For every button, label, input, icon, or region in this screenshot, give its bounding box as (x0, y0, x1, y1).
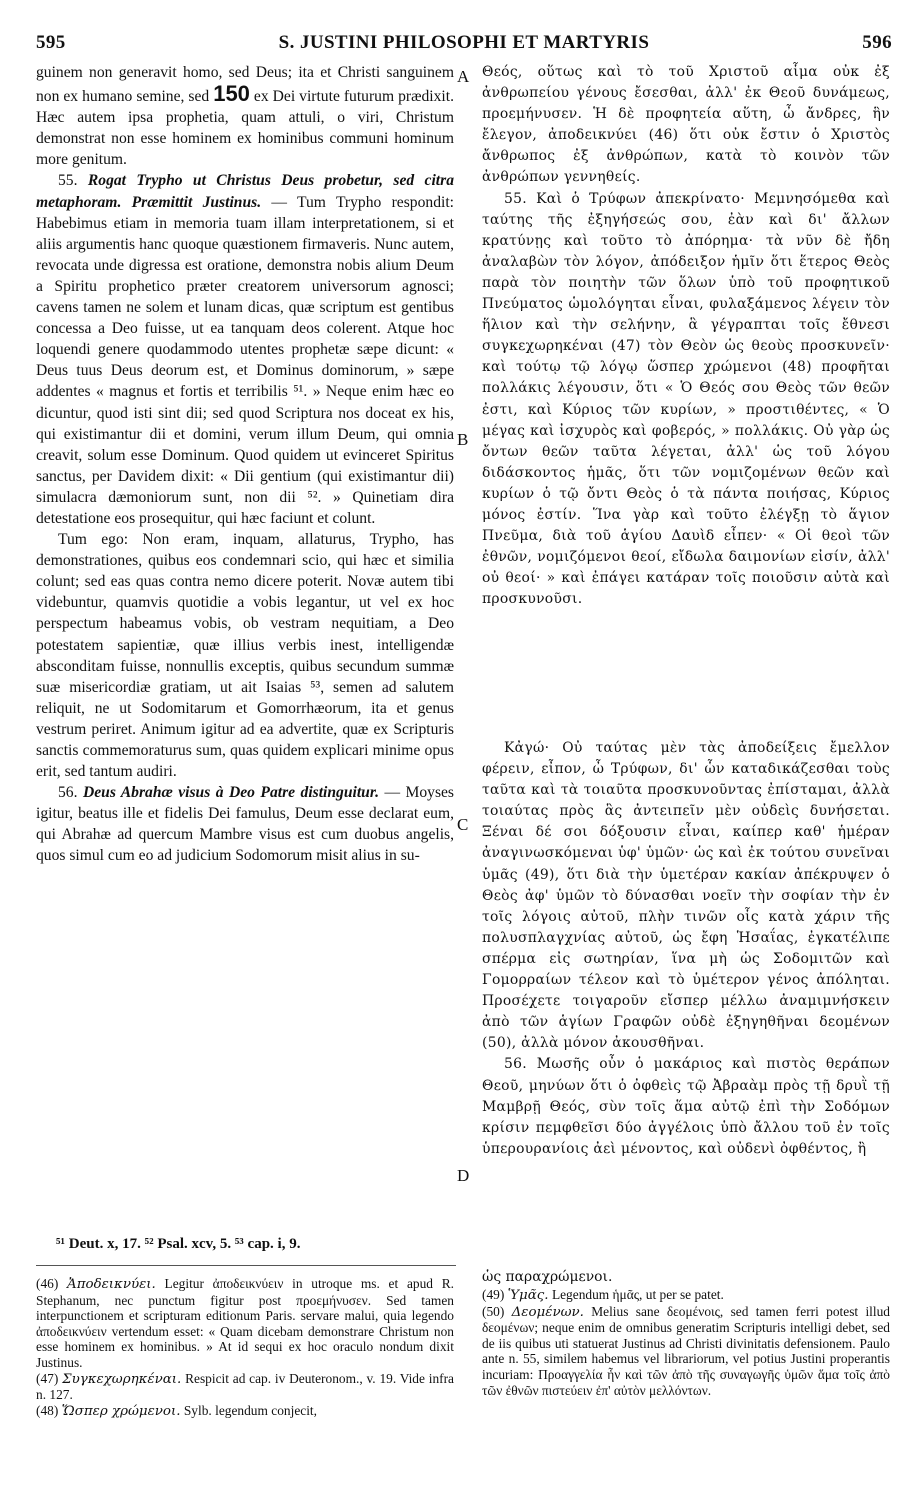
footnote-lemma: Ὥσπερ χρώμενοι. (61, 1403, 181, 1419)
page-number-left: 595 (36, 32, 66, 53)
running-title: S. JUSTINI PHILOSOPHI ET MARTYRIS (278, 32, 650, 53)
footnote-text: Melius sane δεομένοις, sed tamen ferri potest illud δεομένων; neque enim de omnibus generatim Scripturis intelligi debet, sed de iis quibus uti statuerat Justinus ad Christi divinitatis defensionem. Paulo ante n. 55, similem habemus vel librariorum, vel potius Justini properantis incuriam: Προαγγελία ἦν καὶ τῶν ἀπὸ τῆς συναγωγῆς ὑμῶν ἅμα τοῖς ἀπὸ τῶν ἐθνῶν πιστεύειν ἐπ' αὐτὸν μελλόντων. (482, 1303, 890, 1398)
latin-column (36, 62, 454, 867)
greek-paragraph-5: ὡς παραχρώμενοι. (482, 1269, 613, 1285)
footnotes-right (482, 1287, 890, 1398)
footnote-49 (482, 1287, 890, 1304)
footnote-47 (36, 1371, 454, 1403)
footnote-text: Legitur ἀποδεικνύειν in utroque ms. et apud R. Stephanum, nec punctum figitur post προεμήνυσεν. Sed tamen interpunctionem et scripturam editionum Paris. servare malui, quia legendo ἀποδεικνύειν vertendum esset: « Quam dicebam demonstrare Christum non esse hominem ex hominibus. » At id sequi ex hoc oraculo nondum dixit Justinus. (36, 1276, 454, 1370)
section-56-number: 56. (58, 784, 78, 802)
inline-page-number: 150 (213, 81, 250, 107)
footnote-number: (50) (482, 1303, 505, 1319)
latin-section-56 (36, 782, 454, 866)
greek-paragraph-2: 55. Καὶ ὁ Τρύφων ἀπεκρίνατο· Μεμνησόμεθα καὶ ταύτης τῆς ἐξηγήσεώς σου, ἐὰν καὶ δι' ἄλλων κρατύνῃς καὶ τοῦτο τὸ ἀπόρημα· τὰ νῦν δὲ ἤδη ἀναλαβὼν τὸν λόγον, ἀπόδειξον ἡμῖν ὅτι ἕτερος Θεὸς παρὰ τὸν ποιητὴν τῶν ὅλων ὑπὸ τοῦ προφητικοῦ Πνεύματος ὡμολόγηται εἶναι, φυλαξάμενος λέγειν τὸν ἥλιον καὶ τὴν σελήνην, ἃ γέγραπται τοῖς ἔθνεσι συγκεχωρηκέναι (47) τὸν Θεὸν ὡς θεοὺς προσκυνεῖν· καὶ τούτῳ τῷ λόγῳ ὥσπερ χρώμενοι (48) προφῆται πολλάκις λέγουσιν, ὅτι « Ὁ Θεός σου Θεὸς τῶν θεῶν ἐστι, καὶ Κύριος τῶν κυρίων, » προστιθέντες, « Ὁ μέγας καὶ ἰσχυρὸς καὶ φοβερός, » πολλάκις. Οὐ γὰρ ὡς ὄντων θεῶν ταῦτα λέγεται, ἀλλ' ὡς τοῦ λόγου διδάσκοντος ἡμᾶς, ὅτι τῶν νομιζομένων θεῶν καὶ κυρίων ὁ τῷ ὄντι Θεὸς ὁ τὰ πάντα ποιήσας, Κύριος μόνος ἐστίν. Ἵνα γὰρ καὶ τοῦτο ἐλέγξῃ τὸ ἅγιον Πνεῦμα, διὰ τοῦ ἁγίου Δαυὶδ εἶπεν· « Οἱ θεοὶ τῶν ἐθνῶν, νομιζόμενοι θεοί, εἴδωλα δαιμονίων εἰσίν, ἀλλ' οὐ θεοί· » καὶ ἐπάγει κατάραν τοῖς ποιοῦσιν αὐτὰ καὶ προσκυνοῦσι. (482, 190, 890, 608)
greek-paragraph-1: Θεός, οὕτως καὶ τὸ τοῦ Χριστοῦ αἷμα οὐκ ἐξ ἀνθρωπείου γένους ἔσεσθαι, ἀλλ' ἐκ Θεοῦ δυνάμεως, προεμήνυσεν. Ἡ δὲ προφητεία αὕτη, ὦ ἄνδρες, ἣν ἔλεγον, ἀποδεικνύει (46) ὅτι οὐκ ἔστιν ὁ Χριστὸς ἄνθρωπος ἐξ ἀνθρώπων, κατὰ τὸ κοινὸν τῶν ἀνθρώπων γεννηθείς. (482, 64, 890, 186)
footnote-48 (36, 1403, 454, 1420)
margin-letter-a: A (457, 67, 470, 86)
greek-column-lower (482, 738, 890, 1160)
latin-p1-start: guinem non generavit homo, sed Deus; ita et Christi sanguinem non ex humano semine, sed (36, 64, 454, 106)
footnote-number: (49) (482, 1287, 505, 1302)
latin-paragraph-3: Tum ego: Non eram, inquam, allaturus, Trypho, has demonstrationes, quibus eos condemnari scio, qui hæc et similia colunt; sed eas quas contra nemo dicere poterit. Novæ autem tibi videbuntur, quamvis quotidie a vobis legantur, ut vel ex hoc perspectum habeamus vobis, ob vestram nequitiam, a Deo potestatem sapientiæ, quæ illius verbis inest, intelligendæ absconditam fuisse, nonnullis exceptis, quibus secundum summæ suæ misericordiæ gratiam, ut ait Isaias ⁵³, semen ad salutem reliquit, ne ut Sodomitarum et Gomorrhæorum, ita et genus vestrum periret. Animum igitur ad ea advertite, quæ ex Scripturis sanctis commemoraturus sum, quas quidem explicari minime opus erit, sed tantum audiri. (36, 531, 454, 781)
footnote-lemma: Ἀποδεικνύει. (67, 1277, 156, 1292)
footnote-number: (48) (36, 1402, 59, 1418)
footnote-text: Sylb. legendum conjecit, (183, 1402, 317, 1418)
greek-column-upper (482, 62, 890, 610)
section-55-title: Rogat Trypho ut Christus Deus probetur, sed citra metaphoram. Præmittit Justinus. (36, 172, 455, 211)
margin-letter-b: B (457, 430, 469, 449)
footnote-text: Respicit ad cap. iv Deuteronom., v. 19. Vide infra n. 127. (36, 1370, 455, 1403)
margin-letter-d: D (457, 1166, 470, 1185)
section-55-number: 55. (58, 172, 78, 190)
latin-section-55 (36, 170, 454, 529)
latin-paragraph-1 (36, 62, 454, 170)
footnote-number: (46) (36, 1276, 59, 1291)
footnote-text: Legendum ἡμᾶς, ut per se patet. (551, 1287, 724, 1302)
footnote-50 (482, 1304, 890, 1399)
greek-paragraph-3: Κἀγώ· Οὐ ταύτας μὲν τὰς ἀποδείξεις ἔμελλον φέρειν, εἶπον, ὦ Τρύφων, δι' ὧν καταδικάζεσθαι τοὺς ταῦτα καὶ τὰ τοιαῦτα προσκυνοῦντας ἐπίσταμαι, ἀλλὰ τοιαύτας πρὸς ἃς ἀντειπεῖν μὲν οὐδεὶς δυνήσεται. Ξέναι δέ σοι δόξουσιν εἶναι, καίπερ καθ' ἡμέραν ἀναγινωσκόμεναι ὑφ' ὑμῶν· ὡς καὶ ἐκ τούτου συνεῖναι ὑμᾶς (49), ὅτι διὰ τὴν ὑμετέραν κακίαν ἀπέκρυψεν ὁ Θεὸς ἀφ' ὑμῶν τὸ δύνασθαι νοεῖν τὴν σοφίαν τὴν ἐν τοῖς λόγοις αὐτοῦ, πλὴν τινῶν οἷς κατὰ χάριν τῆς πολυσπλαγχνίας αὐτοῦ, ὡς ἔφη Ἡσαΐας, ἐγκατέλιπε σπέρμα εἰς σωτηρίαν, ἵνα μὴ ὡς Σοδομιτῶν καὶ Γομορραίων τέλεον καὶ τὸ ὑμέτερον γένος ἀπόληται. Προσέχετε τοιγαροῦν εἴσπερ μέλλω ἀναμιμνήσκειν ἀπὸ τῶν ἁγίων Γραφῶν οὐδὲ ἐξηγηθῆναι δεομένων (50), ἀλλὰ μόνον ἀκουσθῆναι. (482, 740, 890, 1052)
footnote-number: (47) (36, 1370, 59, 1386)
margin-letter-c: C (457, 815, 469, 834)
scripture-references: ⁵¹ Deut. x, 17. ⁵² Psal. xcv, 5. ⁵³ cap. i, 9. (56, 1236, 301, 1252)
page-number-right: 596 (862, 32, 892, 53)
latin-p1-rest: ex Dei virtute futurum prædixit. Hæc autem ipsa prophetia, quam attuli, o viri, Christum demonstrat non esse hominem ex hominibus communi hominum more genitum. (36, 88, 454, 169)
footnote-lemma: Ὑμᾶς. (507, 1288, 549, 1303)
running-header (36, 32, 892, 56)
footnote-divider (36, 1265, 456, 1266)
footnote-lemma: Δεομένων. (511, 1304, 584, 1320)
section-55-text: — Tum Trypho respondit: Habebimus etiam in memoria tuam illam interpretationem, si et aliis argumentis hanc quoque quæstionem firmaveris. Nunc autem, revocata unde digressa est oratione, demonstra nobis alium Deum a Spiritu prophetico præter creatorem universorum agnosci; cavens tamen ne solem et lunam dicas, quæ scriptum est gentibus concessa a Deo fuisse, ut ea tanquam deos colerent. Atque hoc loquendi genere quodammodo utentes prophetæ sæpe dicunt: « Deus tuus Deus deorum est, et Dominus dominorum, » sæpe addentes « magnus et fortis et terribilis ⁵¹. » Neque enim hæc eo dicuntur, quod isti sint dii; sed quod Scriptura nos doceat ex his, qui existimantur dii et domini, verum illum Deum, qui omnia creavit, solum esse Dominum. Quod quidem ut evinceret Spiritus sanctus, per Davidem dixit: « Dii gentium (qui existimantur dii) simulacra dæmoniorum sunt, non dii ⁵². » Quinetiam dira detestatione eos prosequitur, qui hæc faciunt et colunt. (36, 193, 454, 527)
section-56-title: Deus Abrahæ visus à Deo Patre distinguitur. (82, 784, 379, 802)
footnotes-left (36, 1276, 454, 1419)
greek-paragraph-4: 56. Μωσῆς οὖν ὁ μακάριος καὶ πιστὸς θεράπων Θεοῦ, μηνύων ὅτι ὁ ὀφθεὶς τῷ Ἀβραὰμ πρὸς τῇ δρυῒ τῇ Μαμβρῇ Θεός, σὺν τοῖς ἅμα αὐτῷ ἐπὶ τὴν Σοδόμων κρίσιν πεμφθεῖσι δύο ἀγγέλοις ὑπὸ ἄλλου τοῦ ἐν τοῖς ὑπερουρανίοις ἀεὶ μένοντος, καὶ οὐδενὶ ὀφθέντος, ἢ (482, 1056, 890, 1157)
footnote-46 (36, 1276, 454, 1371)
greek-continuation (482, 1268, 890, 1287)
section-56-text: — Moyses igitur, beatus ille et fidelis Dei famulus, Deum esse declarat eum, qui Abrahæ ad quercum Mambre visus est cum duobus angelis, quos simul cum eo ad judicium Sodomorum misit alius in su- (36, 784, 455, 865)
footnote-lemma: Συγκεχωρηκέναι. (62, 1371, 182, 1387)
